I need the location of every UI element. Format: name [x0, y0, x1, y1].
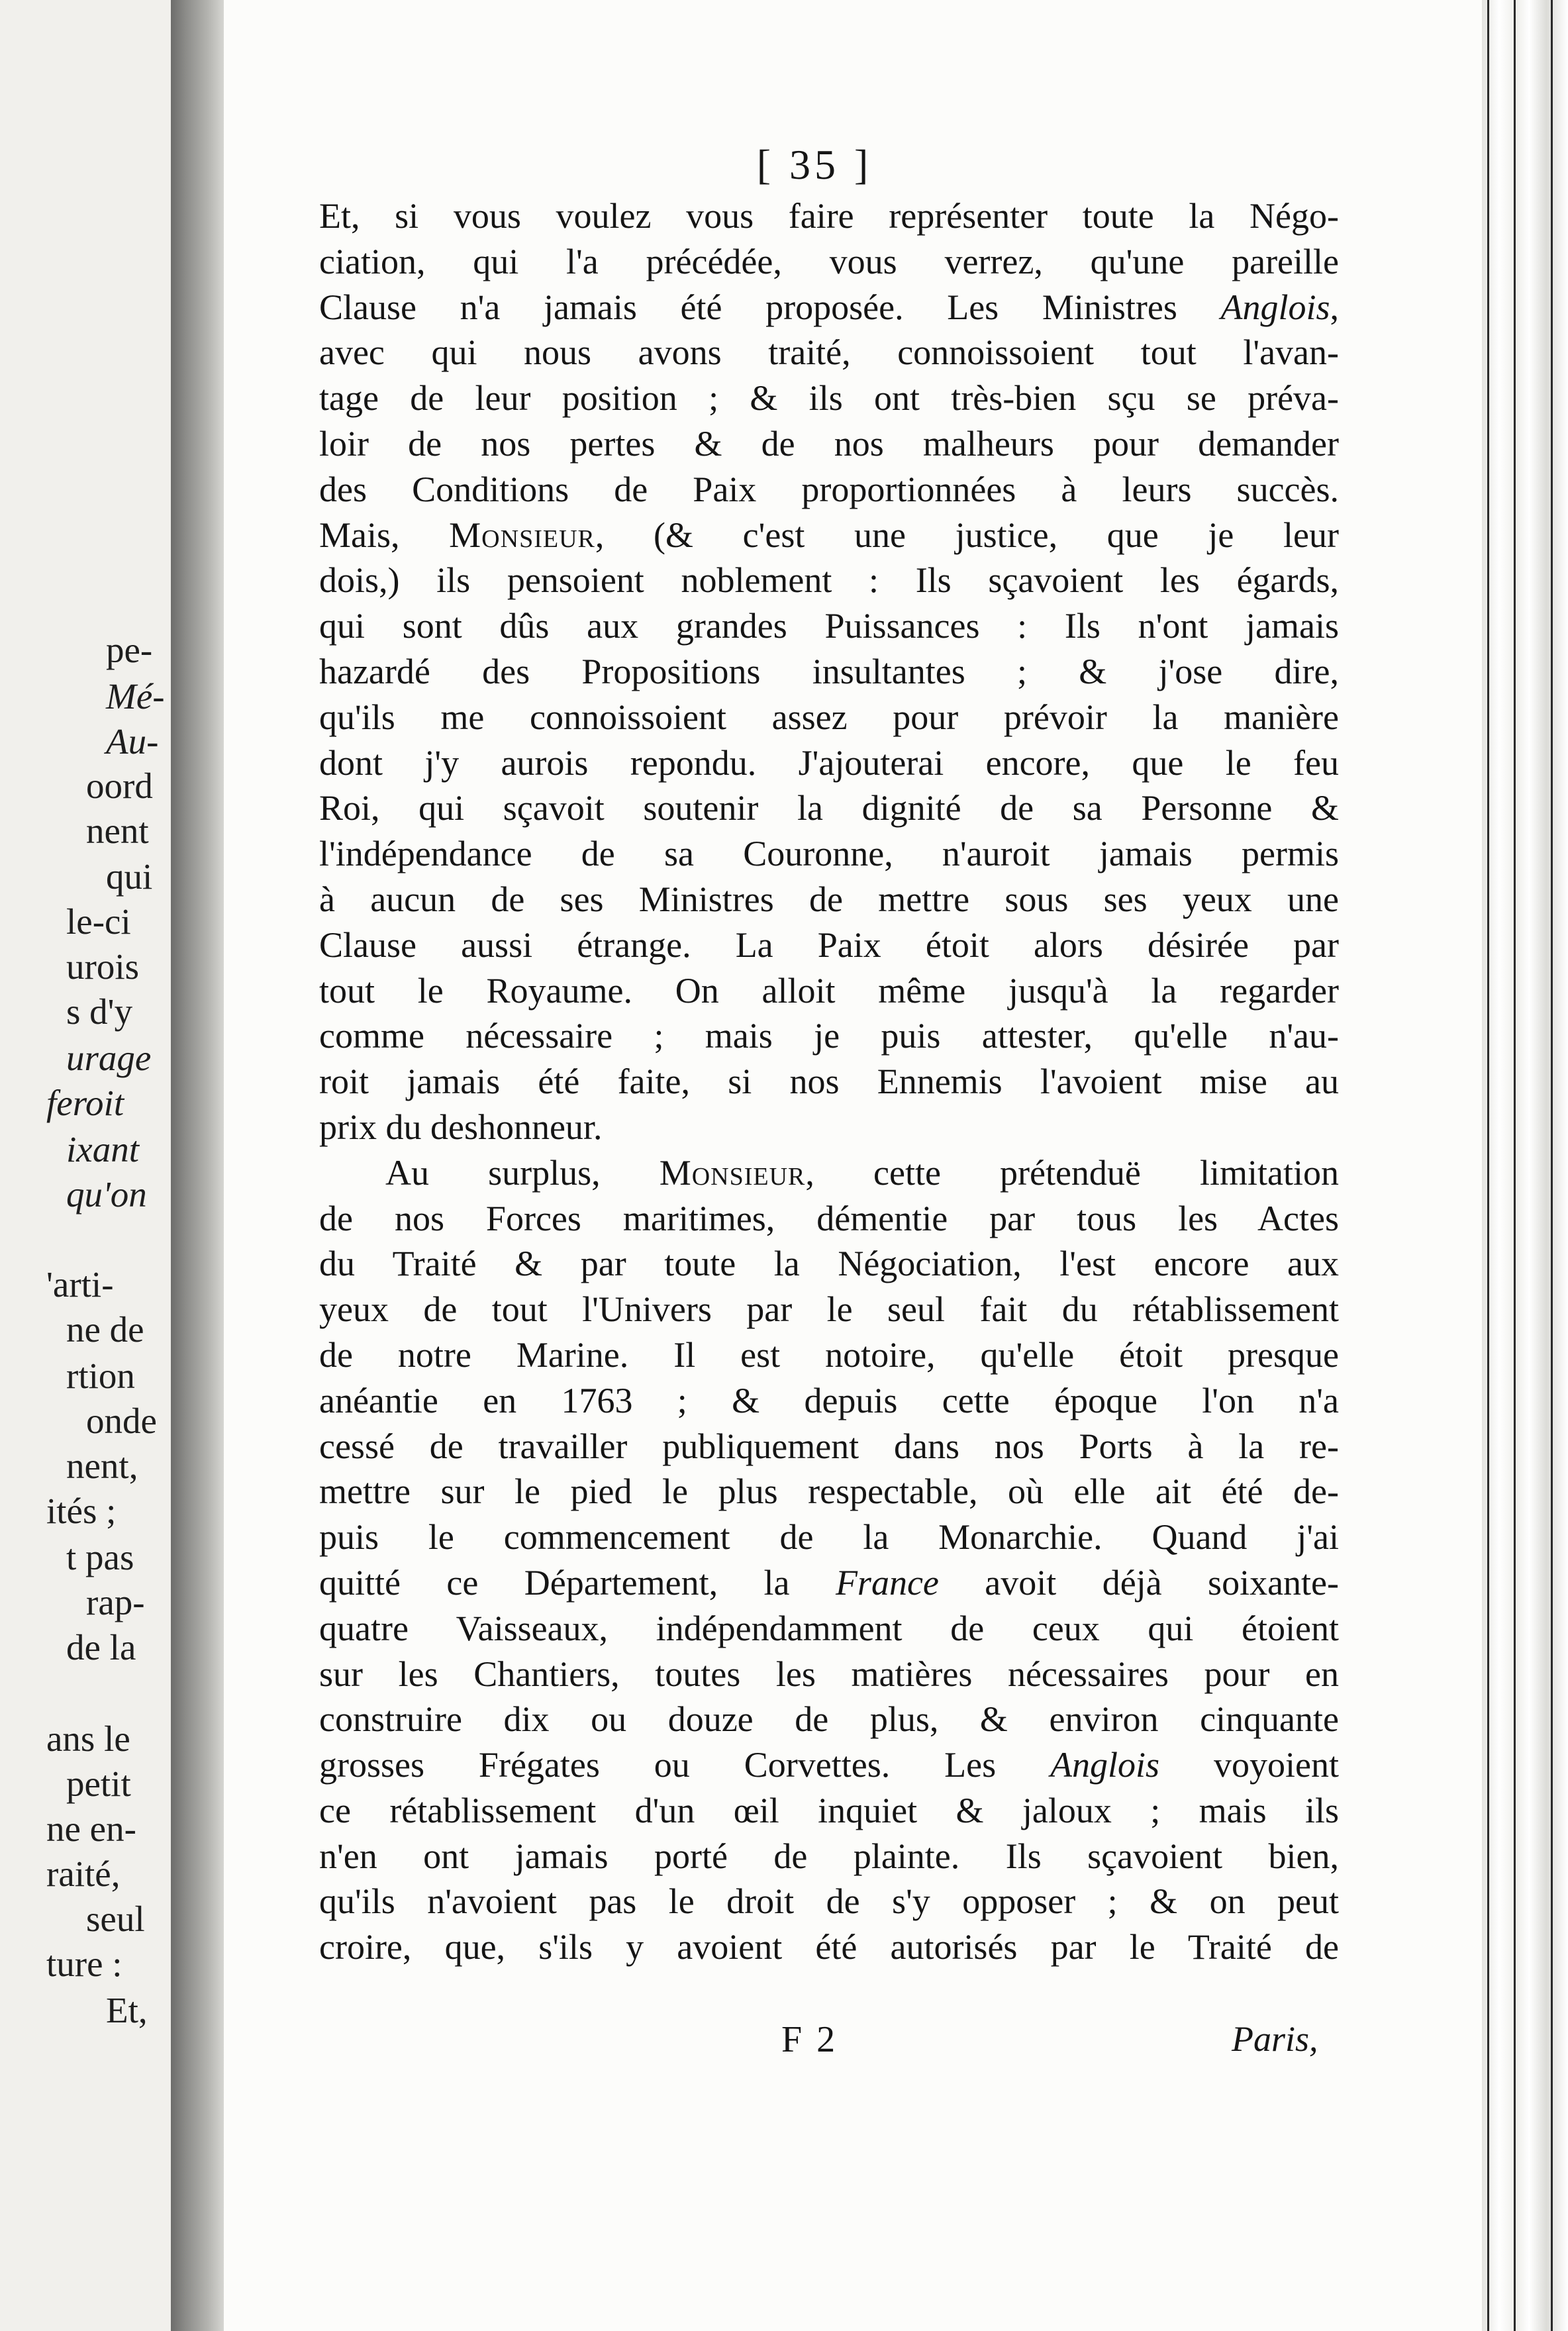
text-span: ciation, qui l'a précédée, vous verrez, qu'une pareille [319, 241, 1339, 281]
facing-page-line-fragment: ne en- [46, 1809, 136, 1849]
text-span: anéantie en 1763 ; & depuis cette époque l'on n'a [319, 1380, 1339, 1420]
text-span: construire dix ou douze de plus, & environ cinquante [319, 1699, 1339, 1740]
text-span: de nos Forces maritimes, démentie par tous les Actes [319, 1198, 1339, 1238]
facing-page-line-fragment: Au- [106, 721, 159, 762]
text-line [319, 1606, 1339, 1652]
text-span: Mais, [319, 515, 450, 555]
text-line [319, 831, 1339, 877]
text-line [319, 1834, 1339, 1879]
text-span: Roi, qui sçavoit soutenir la dignité de sa Personne & [319, 788, 1339, 828]
text-span: croire, que, s'ils y avoient été autorisés par le Traité de [319, 1927, 1339, 1967]
text-line [319, 1196, 1339, 1242]
text-line [319, 558, 1339, 603]
text-span: de notre Marine. Il est notoire, qu'elle étoit presque [319, 1334, 1339, 1375]
text-line [319, 193, 1339, 239]
text-line [319, 421, 1339, 467]
facing-page-line-fragment: le-ci [66, 901, 131, 942]
body-text [319, 193, 1339, 1970]
text-line [319, 1150, 1339, 1196]
facing-page-line-fragment: Et, [106, 1990, 148, 2030]
italic-word: France [835, 1562, 939, 1603]
text-line [319, 1105, 1339, 1150]
small-caps-word: Monsieur [659, 1152, 806, 1193]
facing-page-line-fragment: seul [86, 1899, 145, 1939]
text-span: quitté ce Département, la [319, 1562, 836, 1603]
text-span: loir de nos pertes & de nos malheurs pour demander [319, 423, 1339, 464]
facing-page-line-fragment: ixant [66, 1129, 139, 1169]
text-line [319, 1287, 1339, 1332]
text-span: qu'ils n'avoient pas le droit de s'y opposer ; & on peut [319, 1881, 1339, 1922]
facing-page-line-fragment: ne de [66, 1309, 144, 1350]
text-span: quatre Vaisseaux, indépendamment de ceux qui étoient [319, 1608, 1339, 1648]
page-edges [1482, 0, 1568, 2331]
text-line [319, 603, 1339, 649]
text-span: voyoient [1159, 1745, 1339, 1785]
facing-page-line-fragment: ture : [46, 1944, 122, 1984]
text-line [319, 968, 1339, 1014]
text-span: grosses Frégates ou Corvettes. Les [319, 1745, 1051, 1785]
facing-page-line-fragment: de la [66, 1627, 136, 1667]
text-line [319, 1241, 1339, 1287]
text-line [319, 1424, 1339, 1469]
facing-page-line-fragment: nent [86, 811, 149, 851]
text-line [319, 877, 1339, 922]
facing-page-line-fragment: urage [66, 1038, 152, 1078]
facing-page-line-fragment: nent, [66, 1446, 138, 1486]
text-span: dois,) ils pensoient noblement : Ils sçavoient les égards, [319, 560, 1339, 601]
signature-mark: F 2 [781, 2019, 838, 2060]
facing-page-line-fragment: urois [66, 946, 139, 987]
facing-page-line-fragment: ans le [46, 1718, 130, 1759]
facing-page-line-fragment: rap- [86, 1582, 145, 1622]
text-span: Clause aussi étrange. La Paix étoit alors désirée par [319, 924, 1339, 965]
italic-word: Anglois [1050, 1745, 1160, 1785]
text-line [319, 1924, 1339, 1970]
text-span: ce rétablissement d'un œil inquiet & jaloux ; mais ils [319, 1790, 1339, 1830]
page-edge-line [1487, 0, 1489, 2331]
facing-page-line-fragment: onde [86, 1401, 157, 1441]
text-span: yeux de tout l'Univers par le seul fait du rétablissement [319, 1289, 1339, 1330]
text-line [319, 1879, 1339, 1924]
text-span: dont j'y aurois repondu. J'ajouterai encore, que le feu [319, 742, 1339, 783]
text-line [319, 695, 1339, 740]
text-span: tage de leur position ; & ils ont très-bien sçu se préva- [319, 378, 1339, 419]
facing-page-line-fragment: raité, [46, 1854, 121, 1894]
text-span: qu'ils me connoissoient assez pour prévoir la manière [319, 697, 1339, 737]
facing-page-line-fragment: s d'y [66, 991, 133, 1032]
text-span: n'en ont jamais porté de plainte. Ils sçavoient bien, [319, 1836, 1339, 1876]
text-line [319, 467, 1339, 513]
text-span: avec qui nous avons traité, connoissoient tout l'avan- [319, 332, 1339, 373]
text-span: du Traité & par toute la Négociation, l'est encore aux [319, 1244, 1339, 1284]
text-span: , (& c'est une justice, que je leur [595, 515, 1339, 555]
text-span: qui sont dûs aux grandes Puissances : Ils n'ont jamais [319, 606, 1339, 646]
text-line [319, 1697, 1339, 1742]
text-line [319, 1652, 1339, 1697]
page-edge-line [1551, 0, 1553, 2331]
text-line [319, 375, 1339, 421]
text-span: tout le Royaume. On alloit même jusqu'à la regarder [319, 970, 1339, 1011]
text-span: Au surplus, [385, 1152, 660, 1193]
facing-page-line-fragment: Mé- [106, 676, 165, 717]
italic-word: Anglois [1220, 287, 1330, 327]
text-span: sur les Chantiers, toutes les matières nécessaires pour en [319, 1654, 1339, 1694]
text-line [319, 330, 1339, 375]
text-line [319, 1514, 1339, 1560]
text-span: Clause n'a jamais été proposée. Les Ministres [319, 287, 1221, 327]
facing-page-line-fragment: oord [86, 766, 153, 806]
catchword: Paris, [1232, 2019, 1318, 2059]
facing-page-line-fragment: pe- [106, 630, 153, 670]
text-line [319, 922, 1339, 968]
text-span: roit jamais été faite, si nos Ennemis l'avoient mise au [319, 1062, 1339, 1102]
text-line [319, 785, 1339, 831]
text-span: mettre sur le pied le plus respectable, où elle ait été de- [319, 1471, 1339, 1512]
text-span: , cette prétenduë limitation [805, 1152, 1339, 1193]
text-line [319, 1469, 1339, 1514]
facing-page-fragment [0, 0, 171, 2331]
text-span: , [1330, 287, 1339, 327]
facing-page-line-fragment: 'arti- [46, 1264, 114, 1305]
text-span: avoit déjà soixante- [938, 1562, 1339, 1603]
facing-page-line-fragment: t pas [66, 1537, 134, 1577]
text-span: Et, si vous voulez vous faire représenter toute la Négo- [319, 196, 1339, 236]
text-span: cessé de travailler publiquement dans nos Ports à la re- [319, 1426, 1339, 1466]
text-span: l'indépendance de sa Couronne, n'auroit jamais permis [319, 834, 1339, 874]
text-line [319, 1378, 1339, 1424]
facing-page-line-fragment: rtion [66, 1356, 135, 1396]
facing-page-line-fragment: feroit [46, 1083, 124, 1123]
text-line [319, 1059, 1339, 1105]
text-line [319, 1788, 1339, 1834]
facing-page-line-fragment: petit [66, 1763, 131, 1804]
text-span: des Conditions de Paix proportionnées à leurs succès. [319, 469, 1339, 509]
book-gutter-shadow [171, 0, 224, 2331]
page-edge-line [1514, 0, 1516, 2331]
facing-page-line-fragment: qui [106, 856, 153, 897]
text-span: puis le commencement de la Monarchie. Quand j'ai [319, 1517, 1339, 1558]
text-line [319, 239, 1339, 285]
text-span: prix du deshonneur. [319, 1107, 603, 1147]
text-line [319, 649, 1339, 695]
page-number-header: [ 35 ] [756, 141, 873, 188]
facing-page-line-fragment: ités ; [46, 1491, 117, 1531]
text-span: à aucun de ses Ministres de mettre sous ses yeux une [319, 879, 1339, 919]
text-line [319, 513, 1339, 558]
facing-page-line-fragment: qu'on [66, 1174, 147, 1215]
text-line [319, 1332, 1339, 1378]
text-line [319, 1013, 1339, 1059]
text-line [319, 740, 1339, 786]
text-line [319, 285, 1339, 330]
text-span: comme nécessaire ; mais je puis attester, qu'elle n'au- [319, 1016, 1339, 1056]
small-caps-word: Monsieur [449, 515, 595, 555]
text-line [319, 1742, 1339, 1788]
text-span: hazardé des Propositions insultantes ; & j'ose dire, [319, 651, 1339, 691]
text-line [319, 1560, 1339, 1606]
